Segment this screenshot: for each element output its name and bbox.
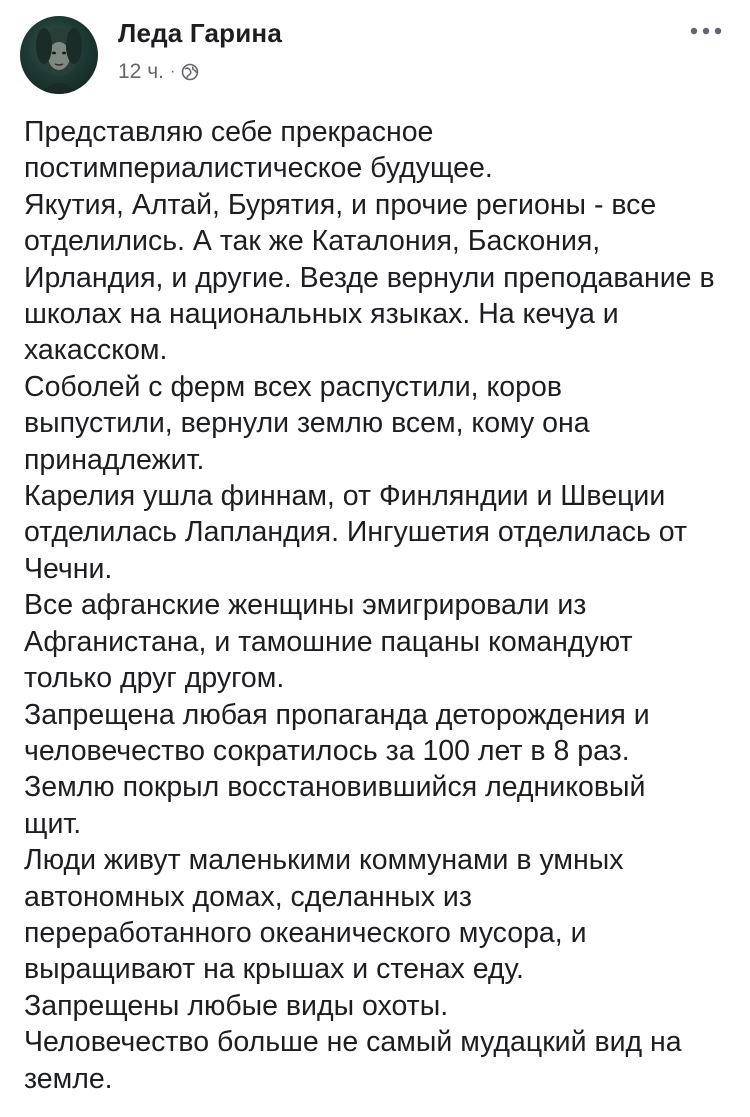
post-text-line: хакасском. — [24, 334, 168, 367]
post-text-line: Все афганские женщины эмигрировали из — [24, 589, 587, 622]
post-time[interactable]: 12 ч. — [118, 60, 164, 83]
avatar[interactable] — [20, 16, 98, 94]
post-text-line: Землю покрыл восстановившийся ледниковый — [24, 771, 646, 804]
post-text-line: Якутия, Алтай, Бурятия, и прочие регионы - все — [24, 188, 657, 221]
post-text-line: переработанного океанического мусора, и — [24, 916, 587, 949]
post-text-line: автономных домах, сделанных из — [24, 880, 472, 913]
post-text-line: постимпериалистическое будущее. — [24, 152, 493, 185]
globe-icon[interactable] — [181, 63, 199, 81]
post-text — [24, 114, 736, 1097]
post-text-line: принадлежит. — [24, 443, 205, 476]
post-text-line: земле. — [24, 1062, 113, 1095]
more-options-icon — [689, 26, 723, 36]
post-header — [20, 14, 730, 94]
post-text-line: Афганистана, и тамошние пацаны командуют — [24, 625, 633, 658]
post-text-line: Люди живут маленькими коммунами в умных — [24, 844, 624, 877]
post-text-line: Запрещена любая пропаганда деторождения и — [24, 698, 650, 731]
post-text-line: Карелия ушла финнам, от Финляндии и Швеции — [24, 480, 666, 513]
post-text-line: отделились. А так же Каталония, Баскония, — [24, 225, 601, 258]
more-options-button[interactable] — [686, 18, 726, 44]
post-text-line: отделилась Лапландия. Ингушетия отделилась от — [24, 516, 688, 549]
post-text-line: Соболей с ферм всех распустили, коров — [24, 370, 562, 403]
meta-separator: · — [169, 63, 176, 80]
post-text-line: Чечни. — [24, 552, 113, 585]
post-text-line: Представляю себе прекрасное — [24, 116, 434, 148]
post-text-line: Запрещены любые виды охоты. — [24, 989, 449, 1022]
profile-photo-icon — [20, 16, 98, 94]
post-text-line: Человечество больше не самый мудацкий вид на — [24, 1026, 682, 1059]
post-meta — [118, 60, 199, 84]
post-text-line: только друг другом. — [24, 662, 285, 695]
post-text-line: выпустили, вернули землю всем, кому она — [24, 407, 590, 440]
post-text-line: Ирландия, и другие. Везде вернули преподавание в — [24, 261, 715, 294]
author-name[interactable]: Леда Гарина — [118, 18, 282, 48]
post-text-line: школах на национальных языках. На кечуа и — [24, 298, 619, 331]
post-text-line: выращивают на крышах и стенах еду. — [24, 953, 524, 986]
post-text-line: человечество сократилось за 100 лет в 8 раз. — [24, 734, 630, 767]
post-text-line: щит. — [24, 807, 82, 840]
